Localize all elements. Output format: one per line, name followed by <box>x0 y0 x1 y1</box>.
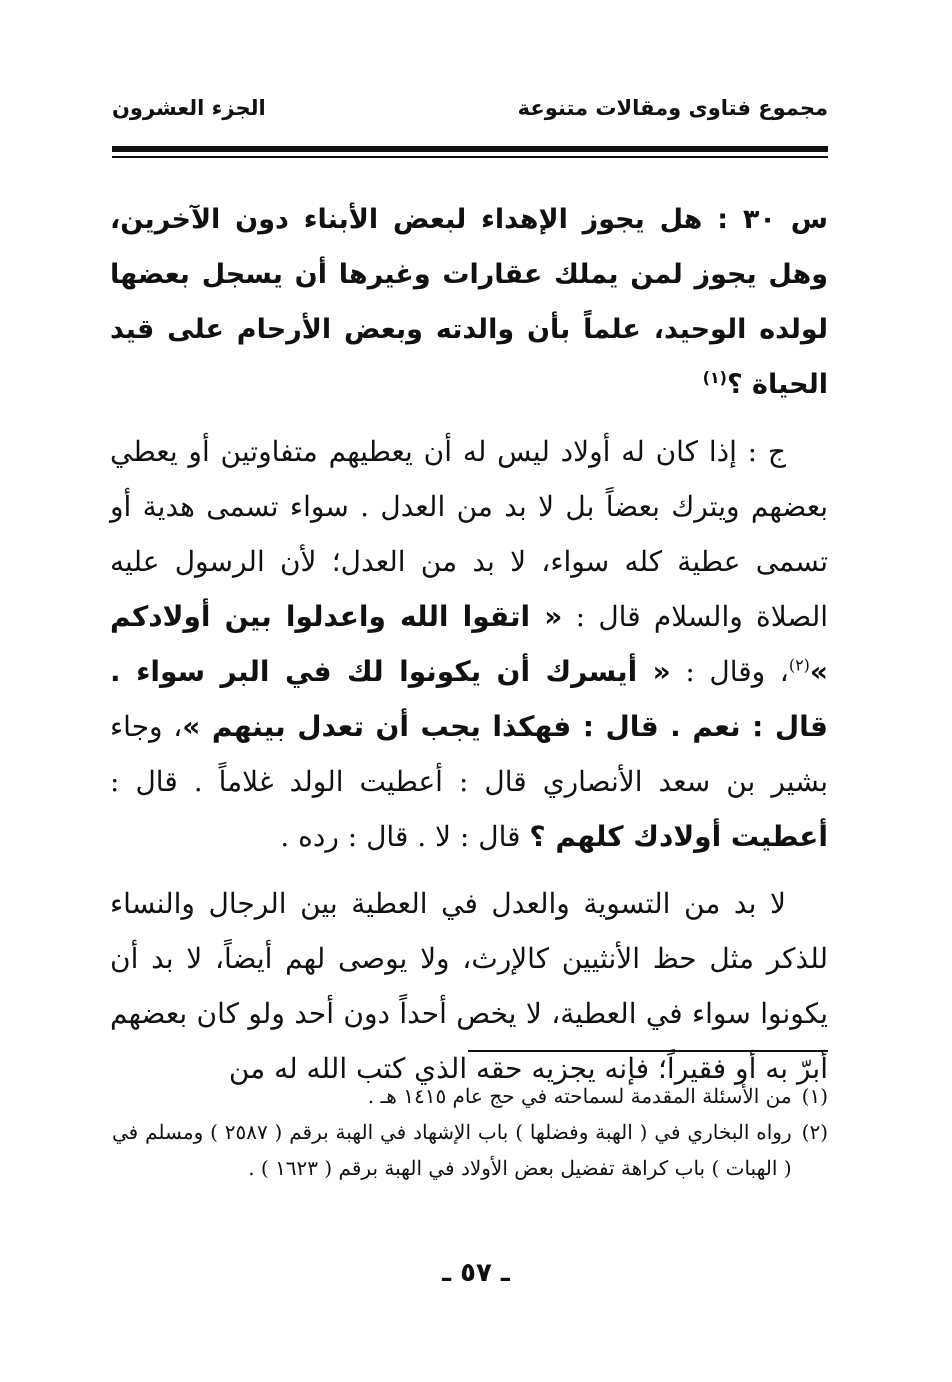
main-text <box>110 192 828 1096</box>
answer-text-1: ج : إذا كان له أولاد ليس له أن يعطيهم متفاوتين أو يعطي بعضهم ويترك بعضاً بل لا بد من العدل . سواء تسمى هدية أو تسمى عطية كله سواء، لا بد من العدل؛ لأن الرسول عليه الصلاة والسلام قال : <box>110 435 829 633</box>
question-line-1: س ٣٠ : هل يجوز الإهداء لبعض الأبناء دون الآخرين، <box>110 204 828 235</box>
question-line-2: وهل يجوز لمن يملك عقارات وغيرها أن يسجل بعضها <box>110 259 828 290</box>
footnote-ref-1: (١) <box>702 368 727 387</box>
header-rule-thin <box>112 156 828 158</box>
answer-paragraph <box>110 424 828 864</box>
footnote-separator <box>468 1050 828 1052</box>
footnote-2 <box>112 1114 828 1186</box>
answer-text-4: قال : لا . قال : رده . <box>280 820 521 853</box>
footnote-text: رواه البخاري في ( الهبة وفضلها ) باب الإشهاد في الهبة برقم ( ٢٥٨٧ ) ومسلم في ( الهبات ) باب كراهة تفضيل بعض الأولاد في الهبة برقم ( ١٦٢٣ ) . <box>112 1120 792 1180</box>
footnote-ref-2: (٢) <box>788 655 810 675</box>
hadith-quote-3: أعطيت أولادك كلهم ؟ <box>529 820 828 853</box>
answer-text-2: ، وقال : <box>685 655 789 688</box>
answer-text-3: ، وجاء بشير بن سعد الأنصاري قال : أعطيت الولد غلاماً . قال : <box>110 710 828 798</box>
running-header <box>112 96 828 120</box>
footnote-text: من الأسئلة المقدمة لسماحته في حج عام ١٤١٥ هـ . <box>367 1084 792 1108</box>
footnotes <box>112 1078 828 1186</box>
footnote-number: (٢) <box>801 1120 828 1144</box>
header-rule-thick <box>112 146 828 152</box>
footnote-number: (١) <box>801 1084 828 1108</box>
ruling-paragraph: لا بد من التسوية والعدل في العطية بين الرجال والنساء للذكر مثل حظ الأنثيين كالإرث، ولا يوصى لهم أيضاً، لا بد أن يكونوا سواء في العطية، لا يخص أحداً دون أحد ولو كان بعضهم أبرّ به أو فقيراً؛ فإنه يجزيه حقه الذي كتب الله له من <box>110 887 828 1085</box>
volume-label: الجزء العشرون <box>112 96 266 120</box>
book-title: مجموع فتاوى ومقالات متنوعة <box>517 96 828 120</box>
hadith-quote-2: « أيسرك أن يكونوا لك في البر سواء . قال : نعم . قال : فهكذا يجب أن تعدل بينهم » <box>110 655 828 743</box>
question-line-4: الحياة ؟ <box>726 369 828 400</box>
footnote-1 <box>112 1078 828 1114</box>
page-number: ـ ٥٧ ـ <box>442 1258 510 1288</box>
question-paragraph <box>110 192 828 412</box>
question-line-3: لولده الوحيد، علماً بأن والدته وبعض الأرحام على قيد <box>110 314 828 345</box>
hadith-quote-1: « اتقوا الله واعدلوا بين أولادكم » <box>110 600 828 688</box>
